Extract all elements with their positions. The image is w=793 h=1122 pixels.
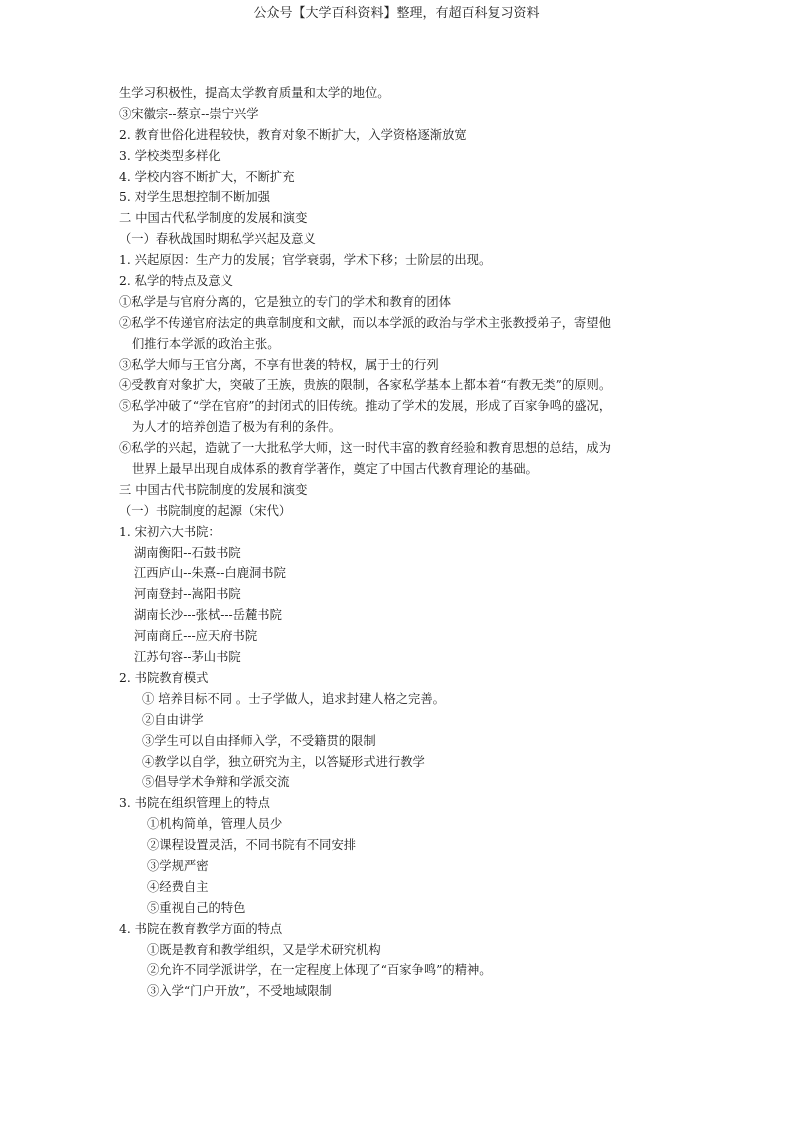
sub-list-item: ③入学“门户开放”，不受地域限制 <box>147 984 332 999</box>
list-item <box>119 438 694 480</box>
list-item <box>119 396 694 438</box>
list-item-continuation: 为人才的培养创造了极为有利的条件。 <box>132 420 342 435</box>
list-item: 1. 宋初六大书院： <box>119 524 221 539</box>
academy-item: 湖南长沙---张栻---岳麓书院 <box>134 608 282 623</box>
sub-list-item: ①既是教育和教学组织，又是学术研究机构 <box>147 942 381 957</box>
list-item: ③私学大师与王官分离，不享有世袭的特权，属于士的行列 <box>119 357 439 372</box>
academy-item: 河南登封--嵩阳书院 <box>134 587 241 602</box>
sub-list-item: ① 培养目标不同 。士子学做人，追求封建人格之完善。 <box>142 691 445 706</box>
list-item: 2. 私学的特点及意义 <box>119 274 234 289</box>
sub-list-item: ④教学以自学，独立研究为主，以答疑形式进行教学 <box>142 754 425 769</box>
sub-list-item: ③学生可以自由择师入学，不受籍贯的限制 <box>142 733 376 748</box>
page-header: 公众号【大学百科资料】整理，有超百科复习资料 <box>253 6 540 21</box>
list-item-line: ②私学不传递官府法定的典章制度和文献，而以本学派的政治与学术主张教授弟子，寄望他 <box>119 315 611 330</box>
list-item: 4. 学校内容不断扩大，不断扩充 <box>119 169 295 184</box>
sub-list-item: ②自由讲学 <box>142 712 204 727</box>
academy-item: 江西庐山--朱熹--白鹿洞书院 <box>134 566 286 581</box>
list-item-line: ⑥私学的兴起，造就了一大批私学大师，这一时代丰富的教育经验和教育思想的总结，成为 <box>119 441 611 456</box>
academy-item: 江苏句容--茅山书院 <box>134 650 241 665</box>
subsection-heading: （一）书院制度的起源（宋代） <box>119 503 292 518</box>
list-item: 4. 书院在教育教学方面的特点 <box>119 921 283 936</box>
list-item: 3. 学校类型多样化 <box>119 148 221 163</box>
list-item: 3. 书院在组织管理上的特点 <box>119 796 270 811</box>
academy-item: 河南商丘---应天府书院 <box>134 629 258 644</box>
subsection-heading: （一）春秋战国时期私学兴起及意义 <box>119 232 316 247</box>
list-item-line: ⑤私学冲破了“学在官府”的封闭式的旧传统。推动了学术的发展，形成了百家争鸣的盛况， <box>119 399 612 414</box>
list-item: 2. 教育世俗化进程较快，教育对象不断扩大，入学资格逐渐放宽 <box>119 127 467 142</box>
sub-list-item: ③学规严密 <box>147 858 209 873</box>
list-item: ③宋徽宗--蔡京--崇宁兴学 <box>119 106 259 121</box>
paragraph-line: 生学习积极性，提高太学教育质量和太学的地位。 <box>119 86 390 100</box>
sub-list-item: ①机构简单，管理人员少 <box>147 817 283 832</box>
sub-list-item: ⑤重视自己的特色 <box>147 900 246 915</box>
document-body <box>119 83 694 1002</box>
list-item: 5. 对学生思想控制不断加强 <box>119 190 270 205</box>
list-item: 2. 书院教育模式 <box>119 670 209 685</box>
list-item: ④受教育对象扩大，突破了王族，贵族的限制，各家私学基本上都本着“有教无类”的原则。 <box>119 378 612 393</box>
section-heading: 二 中国古代私学制度的发展和演变 <box>119 211 308 226</box>
list-item-continuation: 们推行本学派的政治主张。 <box>132 336 280 351</box>
academy-item: 湖南衡阳--石鼓书院 <box>134 545 241 560</box>
list-item-continuation: 世界上最早出现自成体系的教育学著作，奠定了中国古代教育理论的基础。 <box>132 462 538 477</box>
section-heading: 三 中国古代书院制度的发展和演变 <box>119 482 308 497</box>
list-item: ①私学是与官府分离的，它是独立的专门的学术和教育的团体 <box>119 294 452 309</box>
sub-list-item: ④经费自主 <box>147 879 209 894</box>
sub-list-item: ②课程设置灵活，不同书院有不同安排 <box>147 838 357 853</box>
sub-list-item: ⑤倡导学术争辩和学派交流 <box>142 775 290 790</box>
list-item: 1. 兴起原因：生产力的发展；官学衰弱，学术下移；士阶层的出现。 <box>119 253 492 268</box>
sub-list-item: ②允许不同学派讲学，在一定程度上体现了“百家争鸣”的精神。 <box>147 963 492 978</box>
list-item <box>119 313 694 355</box>
